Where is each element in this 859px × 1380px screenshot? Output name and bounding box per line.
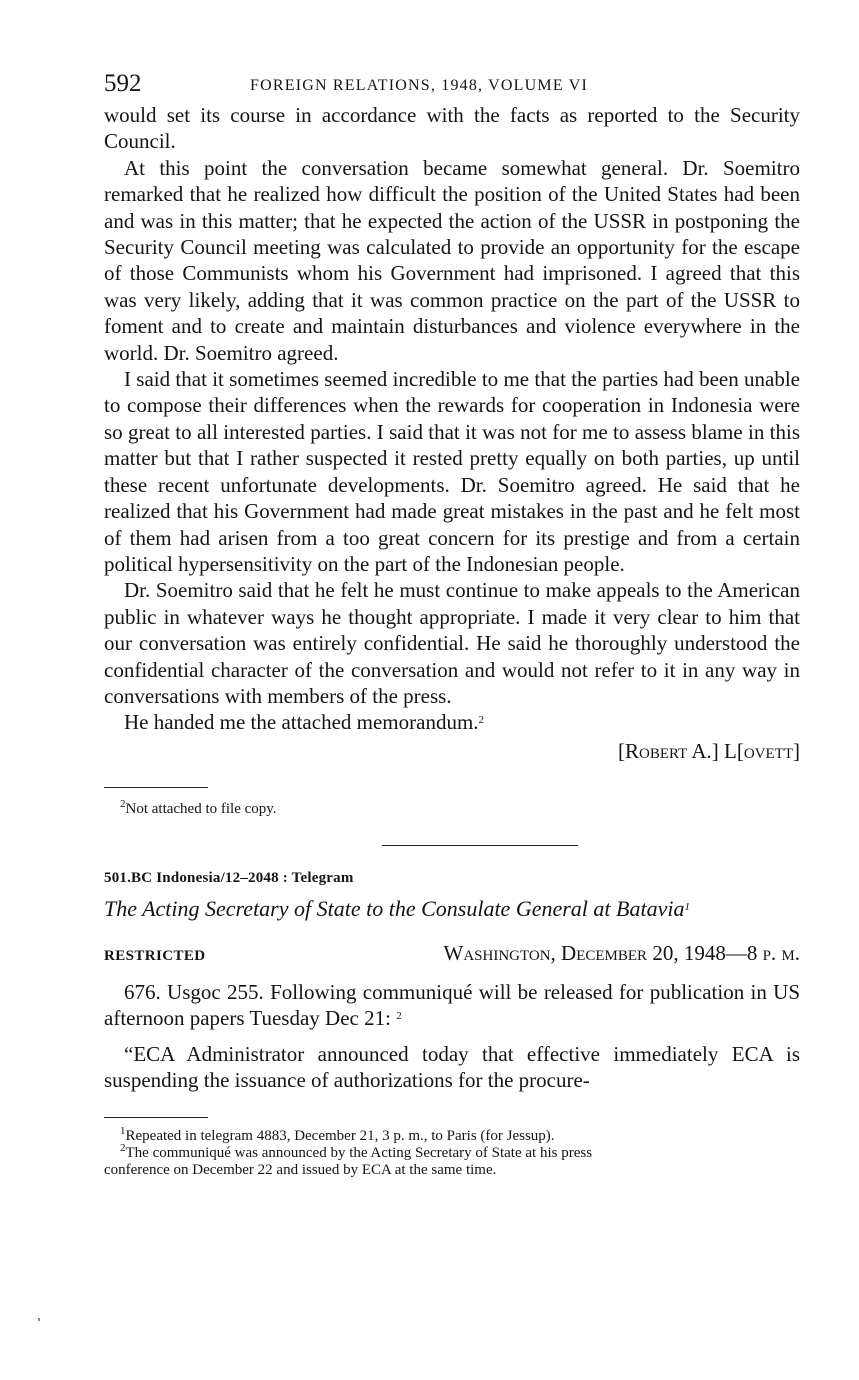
telegram-footnote-1 (104, 1125, 800, 1145)
running-head: FOREIGN RELATIONS, 1948, VOLUME VI (250, 77, 588, 94)
memorandum-paragraph: I said that it sometimes seemed incredible to me that the parties had been unable to compose their differences when the rewards for cooperation in Indonesia were so great to all interested parties. I said that it was not for me to assess blame in this matter but that I rather suspected it rested pretty equally on both parties, up until these recent unfortunate developments. Dr. Soemitro agreed. He said that he realized that his Government had made great mistakes in the past and he felt most of them had arisen from a too great concern for its prestige and from a certain political hypersensitivity on the part of the Indonesian people. (104, 367, 800, 576)
telegram-footnotes (104, 1125, 800, 1179)
footnote-text: The communiqué was announced by the Acting Secretary of State at his press (125, 1145, 593, 1162)
footnote-divider (104, 1117, 208, 1118)
document-page (104, 66, 800, 1179)
closing-line-text: He handed me the attached memorandum. (124, 710, 479, 735)
memorandum-paragraph: would set its course in accordance with the facts as reported to the Security Council. (104, 103, 800, 154)
dateline-row (104, 941, 800, 971)
telegram-body (104, 979, 800, 1094)
footnote-ref: 1 (684, 900, 690, 913)
memorandum-body (104, 102, 800, 736)
signature (104, 738, 800, 764)
page-header (104, 66, 800, 102)
memorandum-footnote (120, 797, 800, 818)
telegram-footnote-2-continuation: conference on December 22 and issued by ECA at the same time. (104, 1162, 497, 1179)
memorandum-closing-line (104, 709, 800, 735)
footnote-text: Repeated in telegram 4883, December 21, 3 p. m., to Paris (for Jessup). (125, 1128, 555, 1145)
stray-mark (38, 1318, 40, 1321)
file-reference: 501.BC Indonesia/12–2048 : Telegram (104, 869, 354, 886)
footnote-ref: 2 (396, 1010, 402, 1023)
telegram-paragraph (104, 979, 800, 1032)
footnote-divider (104, 787, 208, 788)
memorandum-paragraph: Dr. Soemitro said that he felt he must continue to make appeals to the American public in whatever ways he thought appropriate. I made it very clear to him that our conversation was entirely confidential. He said he thoroughly understood the confidential character of the conversation and would not refer to it in any way in conversations with members of the press. (104, 578, 800, 708)
classification: RESTRICTED (104, 947, 206, 964)
telegram-paragraph: “ECA Administrator announced today that effective immediately ECA is suspending the issuance of authorizations for the procure- (104, 1041, 800, 1092)
document-title (104, 895, 800, 923)
page-number: 592 (104, 70, 142, 97)
footnote-ref: 2 (478, 714, 485, 727)
signature-text: [Robert A.] L[ovett] (618, 738, 800, 763)
footnote-marker: 2 (120, 797, 126, 810)
footnote-text: Not attached to file copy. (125, 800, 277, 817)
document-title-text: The Acting Secretary of State to the Consulate General at Batavia (104, 895, 685, 921)
telegram-footnote-2 (104, 1142, 800, 1162)
memorandum-paragraph: At this point the conversation became somewhat general. Dr. Soemitro remarked that he realized how difficult the position of the United States had been and was in this matter; that he expected the action of the USSR in postponing the Security Council meeting was calculated to provide an opportunity for the escape of those Communists whom his Government had imprisoned. I agreed that this was very likely, adding that it was common practice on the part of the USSR to foment and to create and maintain disturbances and violence everywhere in the world. Dr. Soemitro agreed. (104, 155, 800, 365)
footnote-marker: 1 (120, 1125, 126, 1138)
document-separator (382, 845, 578, 846)
footnote-marker: 2 (120, 1142, 126, 1155)
telegram-paragraph-text: 676. Usgoc 255. Following communiqué will be released for publication in US afternoon papers Tuesday Dec 21: (104, 979, 800, 1031)
dateline: Washington, December 20, 1948—8 p. m. (443, 940, 800, 965)
